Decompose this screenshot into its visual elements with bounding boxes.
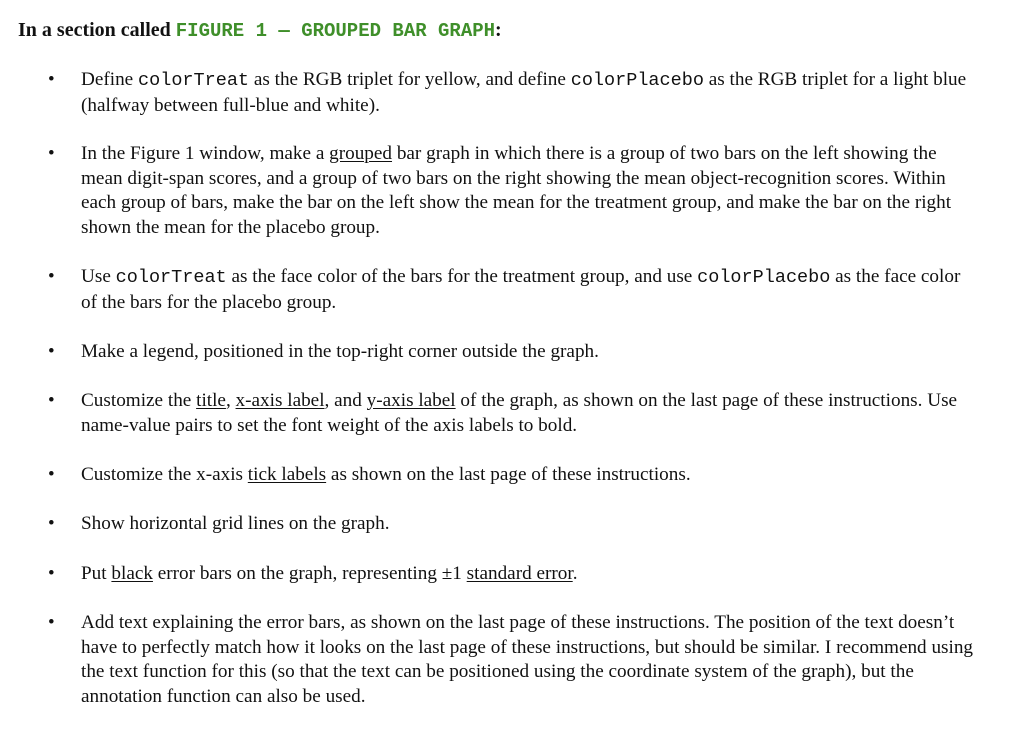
bullet-dot-icon: • <box>48 266 55 287</box>
list-item <box>48 611 981 709</box>
list-item <box>48 463 981 488</box>
text-run: as the face color of the bars for the treatment group, and use <box>226 266 698 287</box>
text-run: as the RGB triplet for a light blue (halfway between full-blue and white). <box>81 69 967 116</box>
heading-code: FIGURE 1 — GROUPED BAR GRAPH <box>175 20 496 42</box>
list-item <box>48 340 981 365</box>
underlined-term: black <box>111 563 153 584</box>
text-run: Add text explaining the error bars, as shown on the last page of these instructions. The position of the text doesn’t have to perfectly match how it looks on the last page of these instructions, but should be similar. I recommend using the text function for this (so that the text can be positioned using the coordinate system of the graph), but the annotation function can also be used. <box>81 612 974 707</box>
code-term: colorTreat <box>138 70 250 91</box>
list-item <box>48 265 981 315</box>
text-run: as the RGB triplet for yellow, and define <box>249 69 571 90</box>
heading-prefix: In a section called <box>18 19 176 41</box>
code-term: colorTreat <box>115 267 227 288</box>
text-run: of the graph, as shown on the last page of these instructions. Use name-value pairs to set the font weight of the axis labels to bold. <box>81 390 958 436</box>
text-run: bar graph in which there is a group of two bars on the left showing the mean digit-span scores, and a group of two bars on the right showing the mean object-recognition scores. Within each group of bars, make the bar on the left show the mean for the treatment group, and make the bar on the right shown the mean for the placebo group. <box>81 143 952 238</box>
code-term: colorPlacebo <box>570 70 704 91</box>
underlined-term: y-axis label <box>366 390 456 411</box>
text-run: Show horizontal grid lines on the graph. <box>81 513 390 534</box>
text-run: Customize the x-axis <box>81 464 248 485</box>
heading-suffix: : <box>495 19 502 41</box>
text-run: error bars on the graph, representing ±1 <box>152 563 467 584</box>
underlined-term: x-axis label <box>235 390 325 411</box>
bullet-dot-icon: • <box>48 341 55 362</box>
text-run: Customize the <box>81 390 197 411</box>
text-run: . <box>572 563 578 584</box>
code-term: colorPlacebo <box>697 267 831 288</box>
list-item <box>48 562 981 587</box>
text-run: , and <box>324 390 367 411</box>
underlined-term: title <box>196 390 226 411</box>
text-run: , <box>225 390 236 411</box>
text-run: Put <box>81 563 112 584</box>
bullet-dot-icon: • <box>48 563 55 584</box>
text-run: as the face color of the bars for the placebo group. <box>81 266 961 313</box>
text-run: Use <box>81 266 116 287</box>
text-run: Make a legend, positioned in the top-right corner outside the graph. <box>81 341 599 362</box>
section-heading <box>18 18 502 43</box>
bullet-dot-icon: • <box>48 612 55 633</box>
list-item <box>48 68 981 118</box>
bullet-dot-icon: • <box>48 513 55 534</box>
list-item <box>48 389 981 438</box>
text-run: as shown on the last page of these instructions. <box>326 464 691 485</box>
bullet-dot-icon: • <box>48 69 55 90</box>
text-run: In the Figure 1 window, make a <box>81 143 330 164</box>
list-item <box>48 512 981 537</box>
underlined-term: grouped <box>329 143 393 164</box>
bullet-dot-icon: • <box>48 390 55 411</box>
bullet-dot-icon: • <box>48 464 55 485</box>
underlined-term: tick labels <box>247 464 327 485</box>
list-item <box>48 142 981 240</box>
text-run: Define <box>81 69 139 90</box>
bullet-dot-icon: • <box>48 143 55 164</box>
underlined-term: standard error <box>466 563 573 584</box>
